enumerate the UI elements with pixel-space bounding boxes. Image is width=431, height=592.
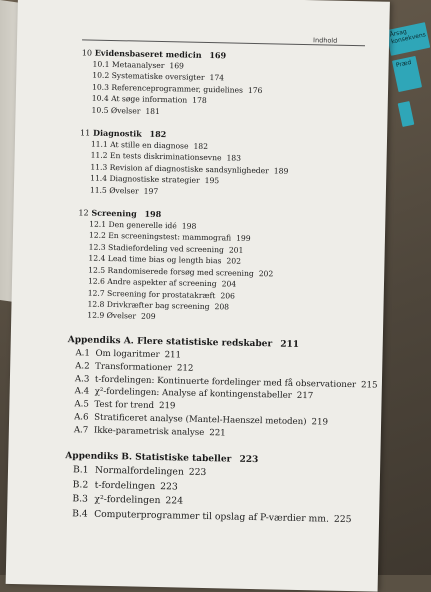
appendix-page: 211 — [280, 339, 300, 350]
section-number: 12.7 — [87, 288, 105, 298]
item-code: A.5 — [74, 399, 89, 410]
item-title: Normalfordelingen — [94, 464, 184, 478]
item-title: Om logaritmer — [95, 348, 160, 360]
item-page: 224 — [165, 495, 184, 507]
section-page: 189 — [273, 166, 289, 176]
section-title: Den generelle idé — [108, 220, 177, 231]
item-code: B.1 — [72, 464, 89, 476]
item-code: A.4 — [74, 386, 90, 398]
item-code: A.1 — [75, 348, 91, 359]
item-code: B.2 — [72, 478, 89, 491]
table-of-contents — [65, 47, 382, 540]
toc-appendix-b — [65, 449, 373, 528]
section-page: 195 — [204, 176, 220, 186]
section-title: Andre aspekter af screening — [107, 277, 217, 289]
section-number: 10.1 — [92, 59, 110, 69]
section-page: 202 — [258, 268, 274, 279]
section-page: 202 — [226, 256, 242, 267]
toc-chapter — [79, 127, 380, 201]
item-title: t-fordelingen — [94, 479, 156, 492]
section-title: Øvelser — [106, 311, 137, 321]
section-number: 10.4 — [91, 93, 109, 104]
appendix-page: 223 — [239, 454, 259, 466]
section-number: 12.2 — [88, 231, 106, 241]
chapter-title: Screening — [91, 207, 137, 219]
toc-chapter — [80, 47, 381, 121]
section-number: 10.5 — [91, 105, 109, 115]
item-title: χ²-fordelingen: Analyse af kontingenstabeller — [94, 387, 292, 402]
item-code: A.7 — [73, 425, 89, 436]
section-title: Metaanalyser — [111, 59, 165, 71]
item-title: χ²-fordelingen — [94, 493, 161, 507]
chapter-page: 169 — [209, 50, 227, 61]
section-number: 11.2 — [90, 150, 108, 161]
section-title: Øvelser — [110, 105, 141, 116]
section-title: Øvelser — [109, 185, 139, 196]
section-number: 12.3 — [88, 242, 106, 252]
section-number: 12.4 — [88, 253, 106, 264]
section-page: 182 — [193, 141, 209, 152]
section-title: At søge information — [111, 94, 188, 105]
section-title: Referenceprogrammer, guidelines — [111, 82, 244, 95]
section-page: 198 — [181, 221, 197, 231]
item-title: Stratificeret analyse (Mantel-Haenszel metoden) — [94, 412, 307, 428]
chapter-number: 10 — [81, 48, 93, 58]
section-title: Diagnostiske strategier — [109, 174, 200, 186]
item-page: 225 — [333, 513, 352, 525]
section-title: Stadiefordeling ved screening — [107, 242, 224, 255]
section-page: 174 — [209, 73, 225, 83]
item-code: A.6 — [74, 412, 89, 423]
item-page: 217 — [296, 391, 314, 402]
section-title: Lead time bias og length bias — [107, 254, 222, 266]
section-page: 178 — [192, 95, 207, 106]
chapter-title: Diagnostik — [92, 127, 142, 139]
section-number: 11.3 — [90, 162, 108, 172]
chapter-title: Evidensbaseret medicin — [94, 47, 202, 60]
appendix-title: Appendiks B. Statistiske tabeller — [65, 451, 232, 465]
section-page: 183 — [226, 153, 242, 164]
section-page: 199 — [236, 234, 251, 244]
toc-appendix-a — [67, 333, 378, 444]
item-code: A.2 — [75, 360, 90, 372]
running-head: Indhold — [313, 36, 338, 45]
section-page: 208 — [214, 302, 230, 312]
section-number: 12.5 — [88, 265, 106, 275]
section-title: At stille en diagnose — [110, 139, 189, 151]
item-page: 219 — [158, 401, 176, 412]
section-number: 12.6 — [87, 276, 106, 286]
chapter-page: 182 — [149, 128, 167, 140]
section-number: 11.4 — [90, 173, 108, 184]
section-number: 12.9 — [87, 310, 105, 321]
section-title: Drivkræfter bag screening — [106, 299, 210, 311]
section-number: 10.2 — [92, 70, 110, 81]
section-page: 181 — [145, 106, 160, 116]
section-number: 10.3 — [91, 82, 110, 92]
book-page — [6, 0, 390, 592]
item-title: Test for trend — [94, 400, 155, 412]
section-title: Screening for prostatakræft — [107, 288, 216, 300]
item-title: Transformationer — [95, 361, 173, 373]
sticky-note-text: Præd — [395, 58, 413, 70]
section-number: 11.1 — [90, 139, 108, 149]
item-page: 215 — [360, 379, 378, 391]
chapter-number: 11 — [80, 128, 91, 138]
item-page: 219 — [311, 417, 329, 428]
section-title: Randomiserede forsøg med screening — [107, 265, 254, 278]
section-page: 209 — [140, 311, 156, 322]
item-title: Ikke-parametrisk analyse — [93, 425, 205, 439]
item-page: 211 — [164, 349, 182, 361]
item-code: B.4 — [72, 508, 88, 520]
section-number: 12.1 — [89, 219, 107, 229]
item-page: 223 — [160, 480, 178, 493]
section-number: 12.8 — [87, 299, 105, 309]
section-page: 206 — [220, 290, 236, 301]
section-page: 176 — [247, 85, 263, 95]
section-title: Systematiske oversigter — [111, 71, 205, 83]
chapter-page: 198 — [144, 208, 162, 220]
item-title: Computerprogrammer til opslag af P-værdier mm. — [94, 508, 330, 525]
section-page: 197 — [143, 186, 159, 196]
section-number: 11.5 — [89, 185, 107, 195]
section-page: 169 — [169, 61, 185, 71]
appendix-title: Appendiks A. Flere statistiske redskaber — [67, 334, 273, 350]
item-title: t-fordelingen: Kontinuerte fordelinger med få observationer — [94, 374, 357, 390]
section-title: Revision af diagnostiske sandsynligheder — [109, 162, 269, 176]
section-title: En screeningstest: mammografi — [108, 231, 232, 243]
item-code: B.3 — [72, 493, 89, 505]
section-page: 204 — [221, 279, 237, 289]
item-page: 212 — [176, 363, 194, 374]
chapter-number: 12 — [78, 208, 89, 218]
item-page: 223 — [188, 466, 207, 479]
item-page: 221 — [209, 428, 226, 439]
toc-chapter — [76, 207, 378, 327]
item-code: A.3 — [74, 373, 90, 385]
section-page: 201 — [228, 245, 244, 255]
section-title: En tests diskriminationsevne — [109, 151, 222, 163]
sticky-note-text: Årsag konsekvens — [389, 28, 427, 46]
